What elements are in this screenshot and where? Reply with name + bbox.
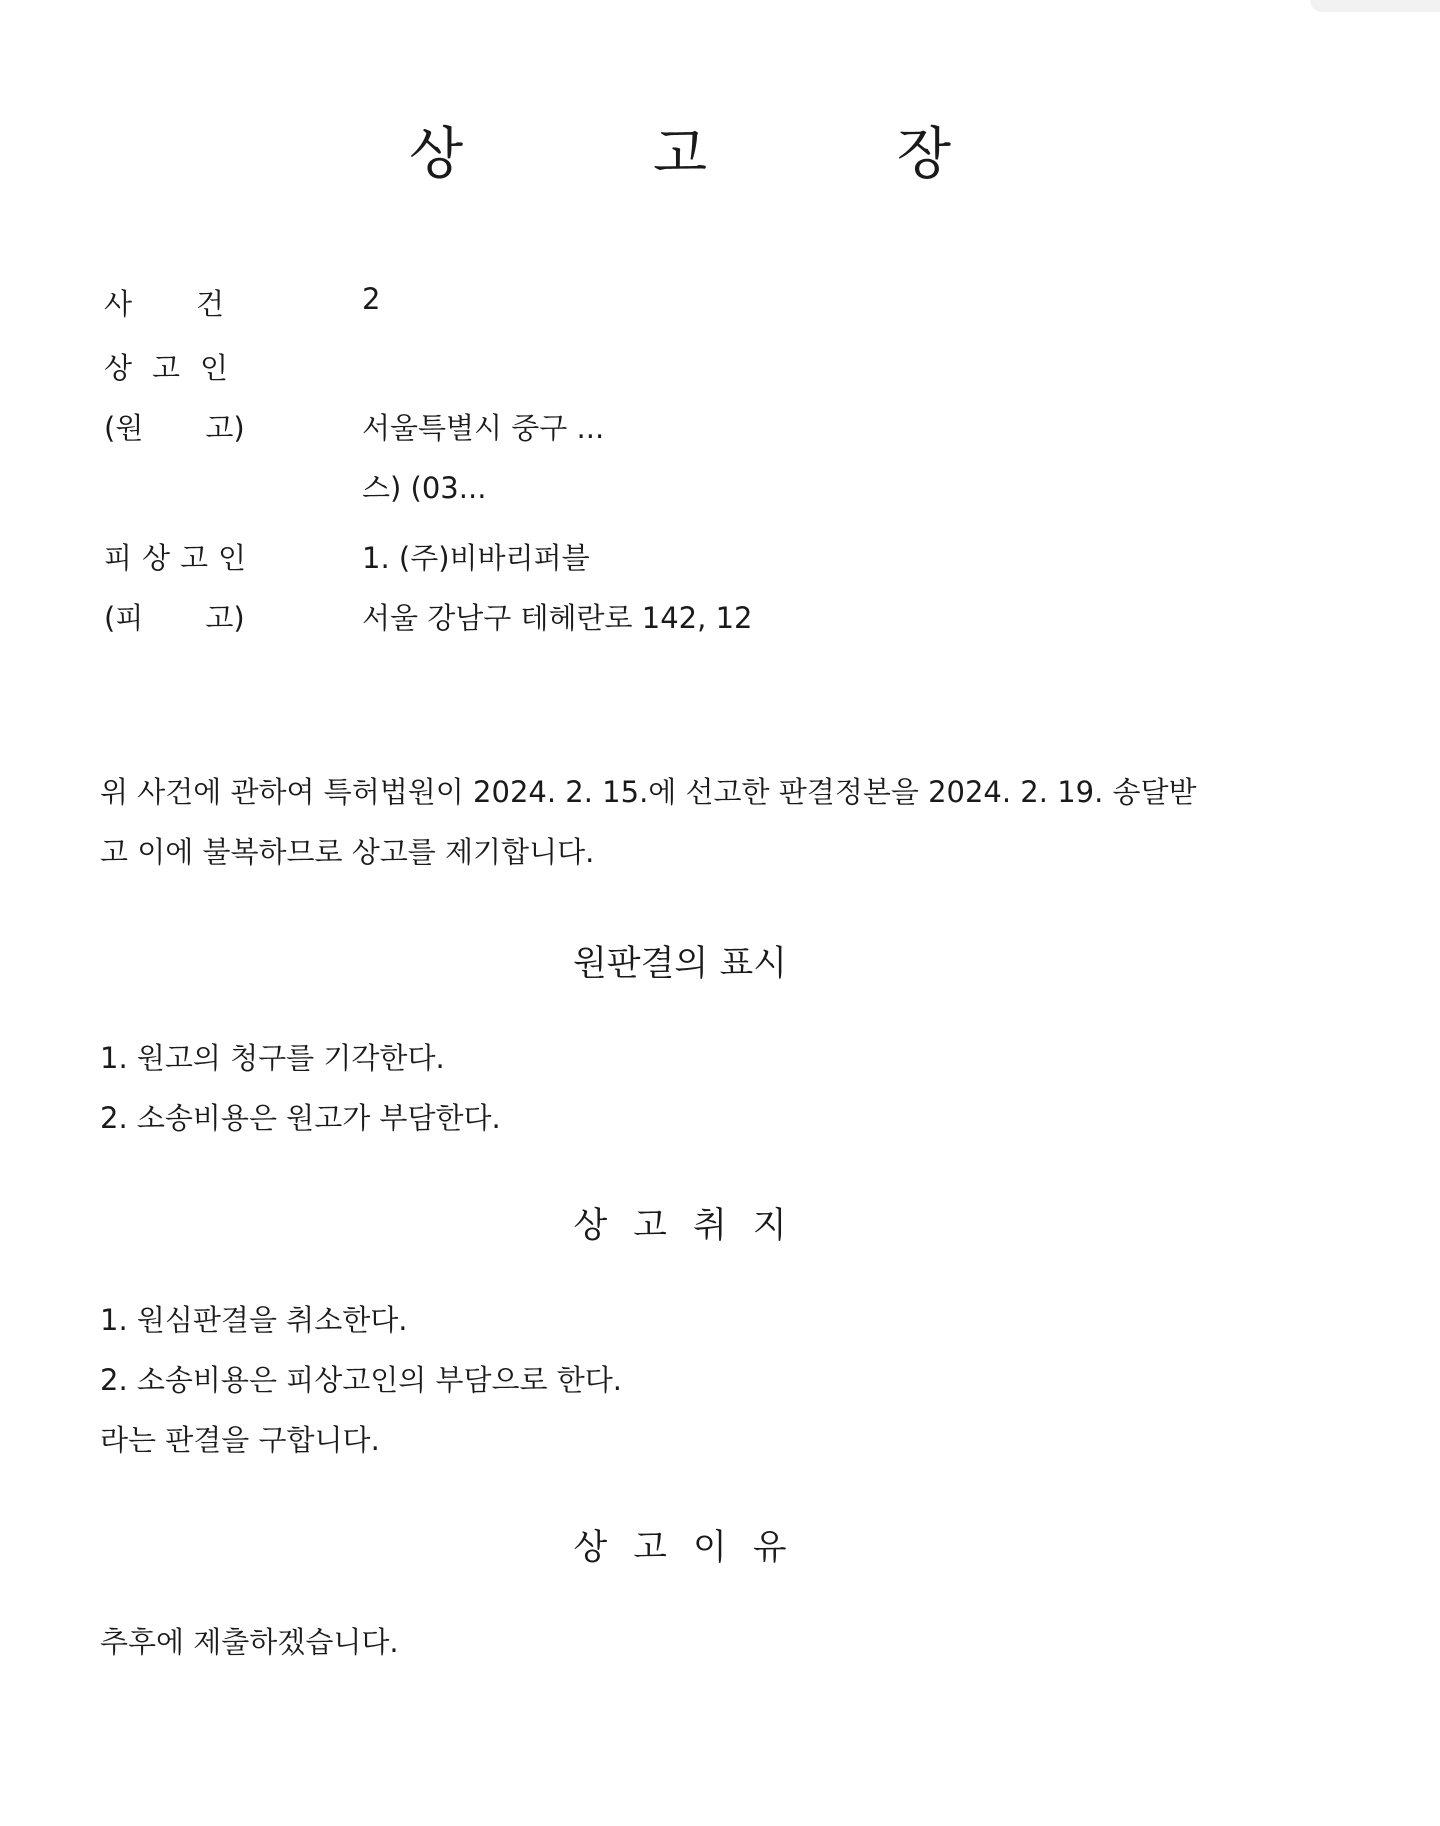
appeal-purpose-closing: 라는 판결을 구합니다.	[100, 1423, 380, 1457]
case-number: 2	[362, 282, 381, 316]
appellant-address-line1: 서울특별시 중구 ...	[362, 411, 605, 445]
appellee-address: 서울 강남구 테헤란로 142, 12	[362, 601, 753, 635]
appellant-address-line2: 스) (03...	[362, 471, 487, 505]
appellant-role	[104, 406, 245, 447]
intro-line-2: 고 이에 불복하므로 상고를 제기합니다.	[100, 835, 595, 869]
original-judgment-item: 2. 소송비용은 원고가 부담한다.	[100, 1101, 501, 1135]
appellee-label: 피상고인	[104, 541, 257, 575]
appeal-reasons-text: 추후에 제출하겠습니다.	[100, 1625, 399, 1659]
case-label: 사건	[104, 287, 289, 321]
appellant-role-close: 고)	[205, 411, 245, 445]
appellant-role-open: (원	[104, 411, 144, 445]
appellee-role-open: (피	[104, 601, 144, 635]
appellee-name: 1. (주)비바리퍼블	[362, 541, 590, 575]
appeal-purpose-heading: 상고취지	[573, 1206, 813, 1246]
original-judgment-item: 1. 원고의 청구를 기각한다.	[100, 1041, 445, 1075]
intro-line-1: 위 사건에 관하여 특허법원이 2024. 2. 15.에 선고한 판결정본을 2024. 2. 19. 송달받	[100, 775, 1197, 809]
appeal-purpose-item: 2. 소송비용은 피상고인의 부담으로 한다.	[100, 1363, 622, 1397]
appellant-label: 상고인	[104, 351, 249, 385]
appeal-purpose-item: 1. 원심판결을 취소한다.	[100, 1303, 408, 1337]
corner-shade	[1310, 0, 1440, 12]
appeal-reasons-heading: 상고이유	[573, 1528, 813, 1568]
original-judgment-heading: 원판결의 표시	[573, 944, 787, 984]
appellee-role	[104, 596, 245, 637]
document-title: 상 고 장	[409, 122, 1037, 187]
appellee-role-close: 고)	[205, 601, 245, 635]
